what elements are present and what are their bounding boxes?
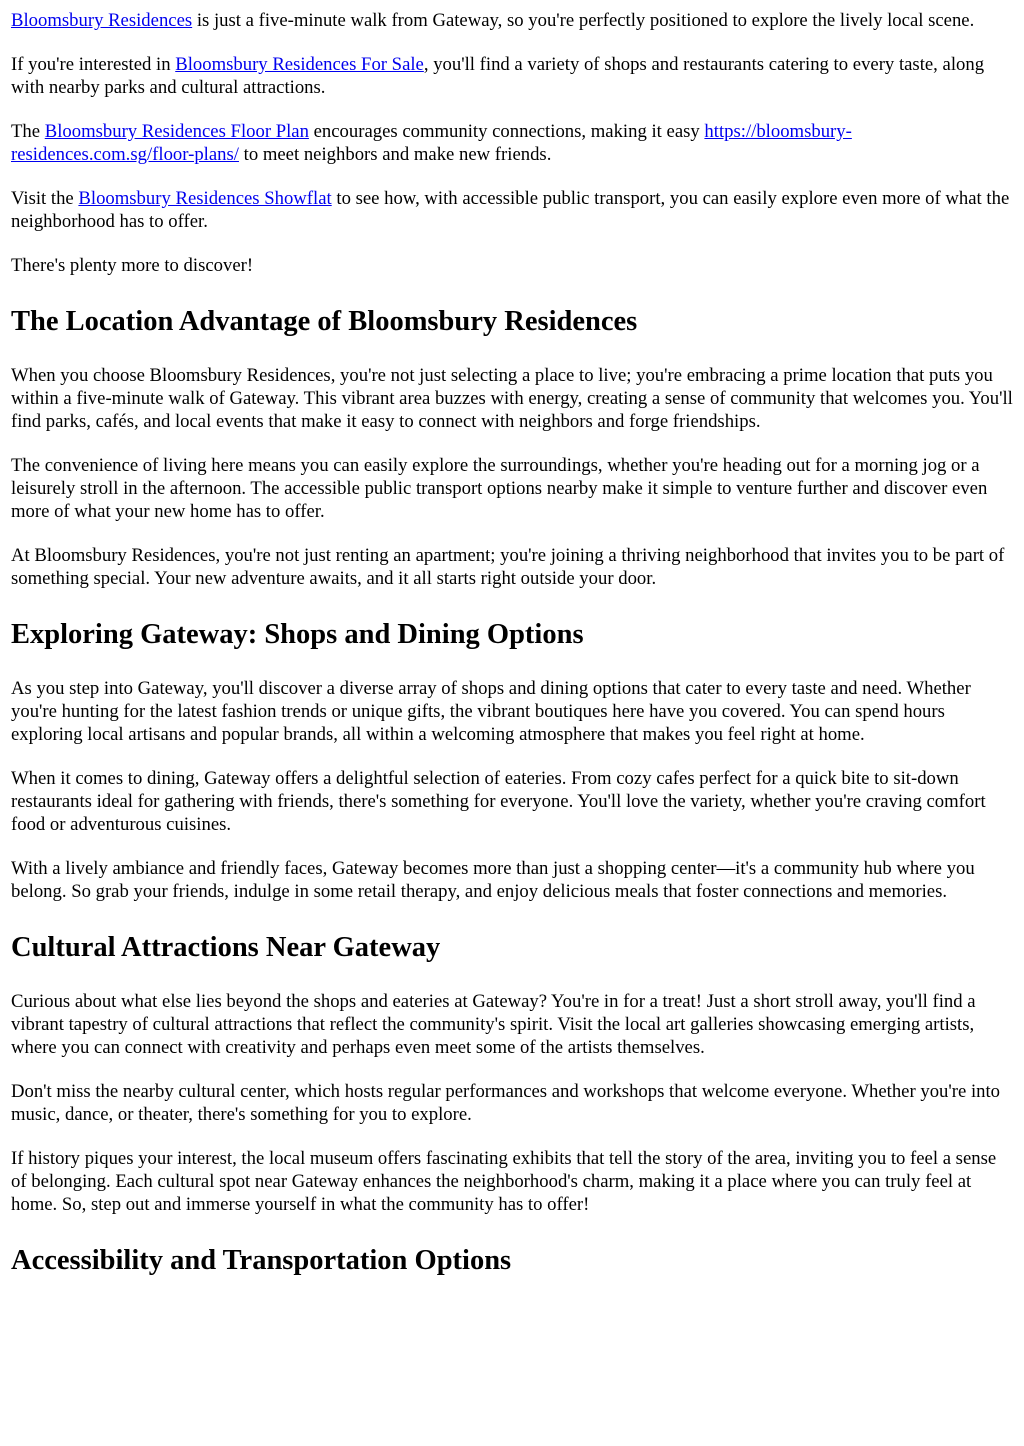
- section-heading: The Location Advantage of Bloomsbury Residences: [11, 306, 638, 337]
- section-paragraph: With a lively ambiance and friendly faces, Gateway becomes more than just a shopping center—it's a community hub where you belong. So grab your friends, indulge in some retail therapy, and enjoy delicious meals that foster connections and memories.: [11, 858, 975, 902]
- floor-plan-link[interactable]: Bloomsbury Residences Floor Plan: [44, 121, 309, 142]
- section-paragraph: At Bloomsbury Residences, you're not just renting an apartment; you're joining a thriving neighborhood that invites you to be part of something special. Your new adventure awaits, and it all starts right outside your door.: [11, 545, 1005, 589]
- showflat-link[interactable]: Bloomsbury Residences Showflat: [78, 188, 332, 209]
- section-heading: Accessibility and Transportation Options: [11, 1245, 512, 1276]
- intro-paragraph-5: There's plenty more to discover!: [11, 255, 254, 276]
- bloomsbury-residences-link[interactable]: Bloomsbury Residences: [11, 10, 193, 31]
- floor-plans-url-link[interactable]: https://bloomsbury-residences.com.sg/floor-plans/: [11, 121, 852, 165]
- section-accessibility-transport: [11, 1244, 1013, 1278]
- section-shops-dining: [11, 618, 1013, 903]
- intro-paragraph-2-after: , you'll find a variety of shops and restaurants catering to every taste, along with nearby parks and cultural attractions.: [11, 54, 985, 98]
- section-paragraph: The convenience of living here means you can easily explore the surroundings, whether you're heading out for a morning jog or a leisurely stroll in the afternoon. The accessible public transport options nearby make it simple to venture further and discover even more of what your new home has to offer.: [11, 455, 988, 522]
- intro-paragraph-4-before: Visit the: [11, 188, 79, 209]
- intro-paragraph-2-before: If you're interested in: [11, 54, 176, 75]
- section-paragraph: Don't miss the nearby cultural center, which hosts regular performances and workshops that welcome everyone. Whether you're into music, dance, or theater, there's something for you to explore.: [11, 1081, 1001, 1125]
- for-sale-link[interactable]: Bloomsbury Residences For Sale: [175, 54, 424, 75]
- section-paragraph: When you choose Bloomsbury Residences, you're not just selecting a place to live; you're embracing a prime location that puts you within a five-minute walk of Gateway. This vibrant area buzzes with energy, creating a sense of community that welcomes you. You'll find parks, cafés, and local events that make it easy to connect with neighbors and forge friendships.: [11, 365, 1013, 432]
- intro-paragraph-4: [11, 187, 1013, 233]
- section-paragraph: Curious about what else lies beyond the shops and eateries at Gateway? You're in for a treat! Just a short stroll away, you'll find a vibrant tapestry of cultural attractions that reflect the community's spirit. Visit the local art galleries showcasing emerging artists, where you can connect with creativity and perhaps even meet some of the artists themselves.: [11, 991, 976, 1058]
- intro-paragraph-3-after: to meet neighbors and make new friends.: [238, 144, 552, 165]
- intro-paragraph-3-before: The: [11, 121, 45, 142]
- intro-paragraph-3: [11, 120, 1013, 166]
- section-heading: Cultural Attractions Near Gateway: [11, 932, 441, 963]
- intro-paragraph-2: [11, 53, 1013, 99]
- intro-paragraph-4-after: to see how, with accessible public transport, you can easily explore even more of what the neighborhood has to offer.: [11, 188, 1010, 232]
- section-cultural-attractions: [11, 931, 1013, 1216]
- section-paragraph: When it comes to dining, Gateway offers a delightful selection of eateries. From cozy cafes perfect for a quick bite to sit-down restaurants ideal for gathering with friends, there's something for everyone. You'll love the variety, whether you're craving comfort food or adventurous cuisines.: [11, 768, 986, 835]
- intro-paragraph-1-text: is just a five-minute walk from Gateway, so you're perfectly positioned to explore the lively local scene.: [192, 10, 975, 31]
- section-paragraph: As you step into Gateway, you'll discover a diverse array of shops and dining options that cater to every taste and need. Whether you're hunting for the latest fashion trends or unique gifts, the vibrant boutiques here have you covered. You can spend hours exploring local artisans and popular brands, all within a welcoming atmosphere that makes you feel right at home.: [11, 678, 971, 745]
- section-location-advantage: [11, 305, 1013, 590]
- section-heading: Exploring Gateway: Shops and Dining Options: [11, 619, 584, 650]
- intro-paragraph-1: [11, 9, 1013, 32]
- section-paragraph: If history piques your interest, the local museum offers fascinating exhibits that tell the story of the area, inviting you to feel a sense of belonging. Each cultural spot near Gateway enhances the neighborhood's charm, making it a place where you can truly feel at home. So, step out and immerse yourself in what the community has to offer!: [11, 1148, 997, 1215]
- intro-paragraph-3-middle: encourages community connections, making it easy: [308, 121, 705, 142]
